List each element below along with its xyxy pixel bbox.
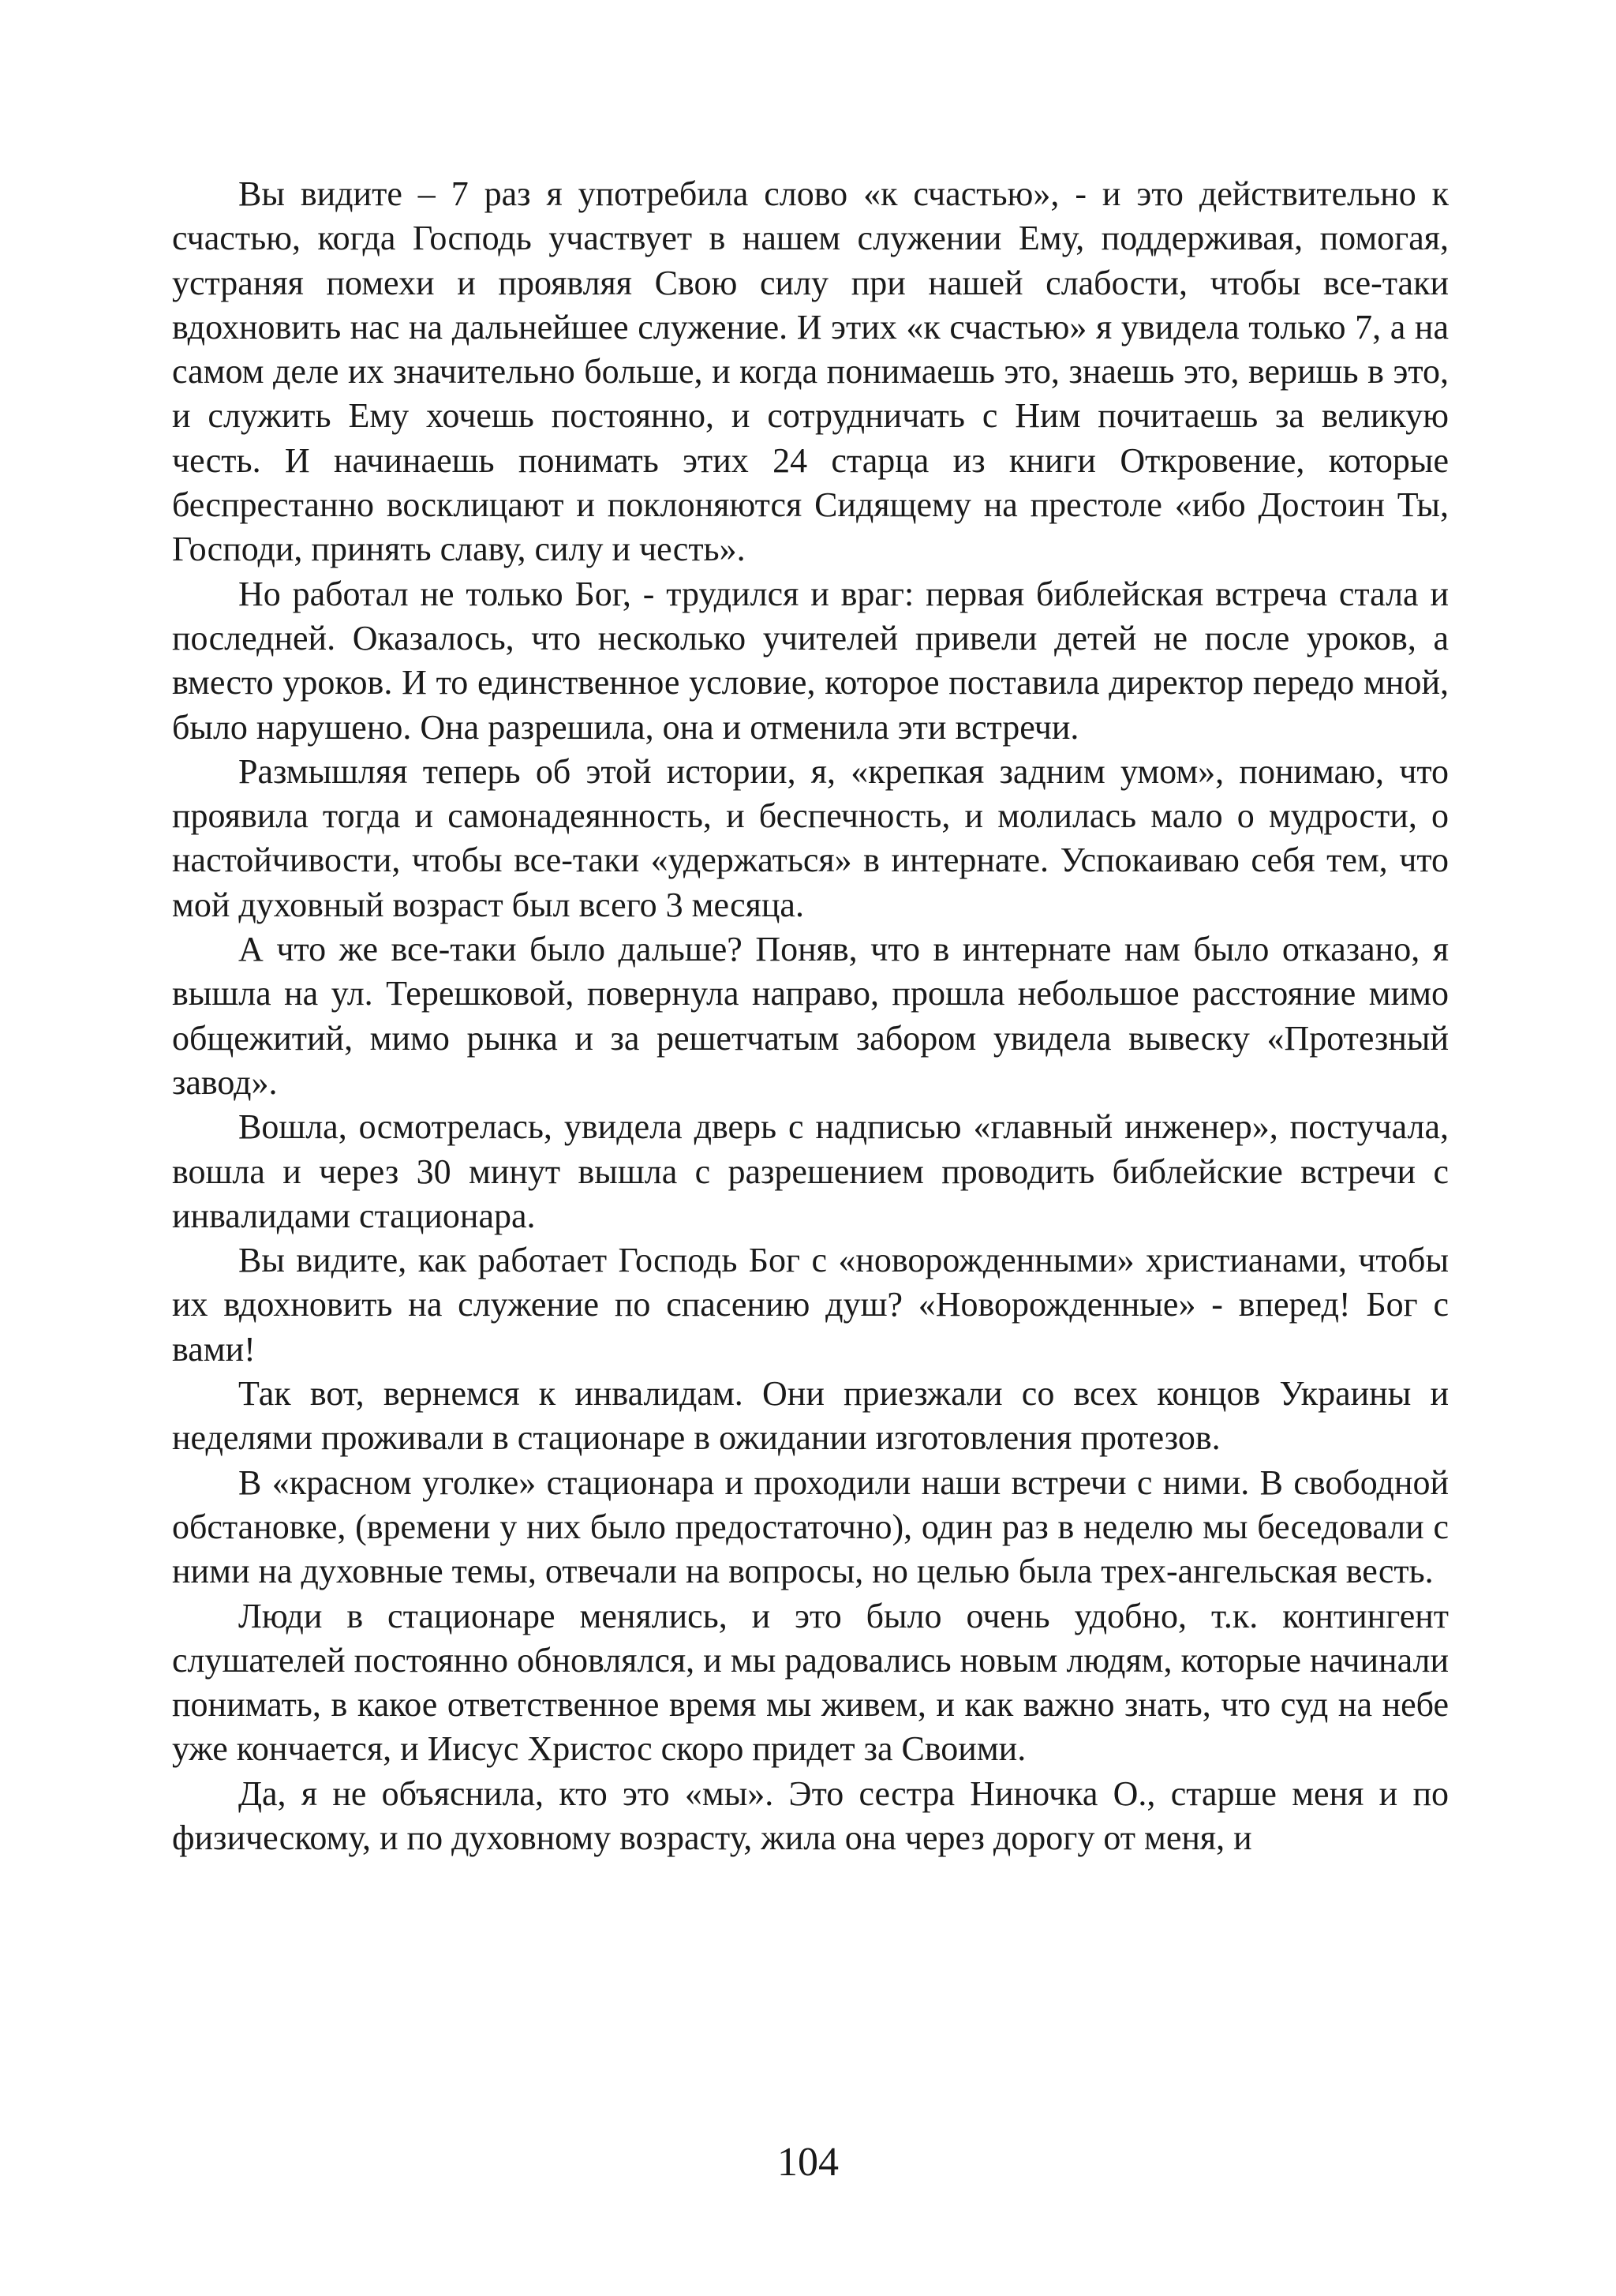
paragraph: Да, я не объяснила, кто это «мы». Это сестра Ниночка О., старше меня и по физическому, и по духовному возрасту, жила она через дорогу от меня, и [172, 1774, 1449, 1857]
paragraph: Но работал не только Бог, - трудился и враг: первая библейская встреча стала и последней. Оказалось, что несколько учителей привели детей не после уроков, а вместо уроков. И то единственное условие, которое поставила директор передо мной, было нарушено. Она разрешила, она и отменила эти встречи. [172, 574, 1449, 747]
paragraph: Люди в стационаре менялись, и это было очень удобно, т.к. контингент слушателей постоянно обновлялся, и мы радовались новым людям, которые начинали понимать, в какое ответственное время мы живем, и как важно знать, что суд на небе уже кончается, и Иисус Христос скоро придет за Своими. [172, 1596, 1449, 1769]
page-number: 104 [777, 2140, 839, 2185]
paragraph: Вы видите – 7 раз я употребила слово «к счастью», - и это действительно к счастью, когда Господь участвует в нашем служении Ему, поддерживая, помогая, устраняя помехи и проявляя Свою силу при нашей слабости, чтобы все-таки вдохновить нас на дальнейшее служение. И этих «к счастью» я увидела только 7, а на самом деле их значительно больше, и когда понимаешь это, знаешь это, веришь в это, и служить Ему хочешь постоянно, и сотрудничать с Ним почитаешь за великую честь. И начинаешь понимать этих 24 старца из книги Откровение, которые беспрестанно восклицают и поклоняются Сидящему на престоле «ибо Достоин Ты, Господи, принять славу, силу и честь». [172, 174, 1449, 569]
paragraph: В «красном уголке» стационара и проходили наши встречи с ними. В свободной обстановке, (времени у них было предостаточно), один раз в неделю мы беседовали с ними на духовные темы, отвечали на вопросы, но целью была трех-ангельская весть. [172, 1463, 1449, 1591]
paragraph: Так вот, вернемся к инвалидам. Они приезжали со всех концов Украины и неделями проживали в стационаре в ожидании изготовления протезов. [172, 1374, 1449, 1458]
paragraph: Вы видите, как работает Господь Бог с «новорожденными» христианами, чтобы их вдохновить на служение по спасению душ? «Новорожденные» - вперед! Бог с вами! [172, 1241, 1449, 1369]
paragraph: Размышляя теперь об этой истории, я, «крепкая задним умом», понимаю, что проявила тогда и самонадеянность, и беспечность, и молилась мало о мудрости, о настойчивости, чтобы все-таки «удержаться» в интернате. Успокаиваю себя тем, что мой духовный возраст был всего 3 месяца. [172, 751, 1449, 924]
text-body [172, 172, 1449, 1860]
paragraph: А что же все-таки было дальше? Поняв, что в интернате нам было отказано, я вышла на ул. Терешковой, повернула направо, прошла небольшое расстояние мимо общежитий, мимо рынка и за решетчатым забором увидела вывеску «Протезный завод». [172, 930, 1449, 1102]
paragraph: Вошла, осмотрелась, увидела дверь с надписью «главный инженер», постучала, вошла и через 30 минут вышла с разрешением проводить библейские встречи с инвалидами стационара. [172, 1107, 1449, 1235]
